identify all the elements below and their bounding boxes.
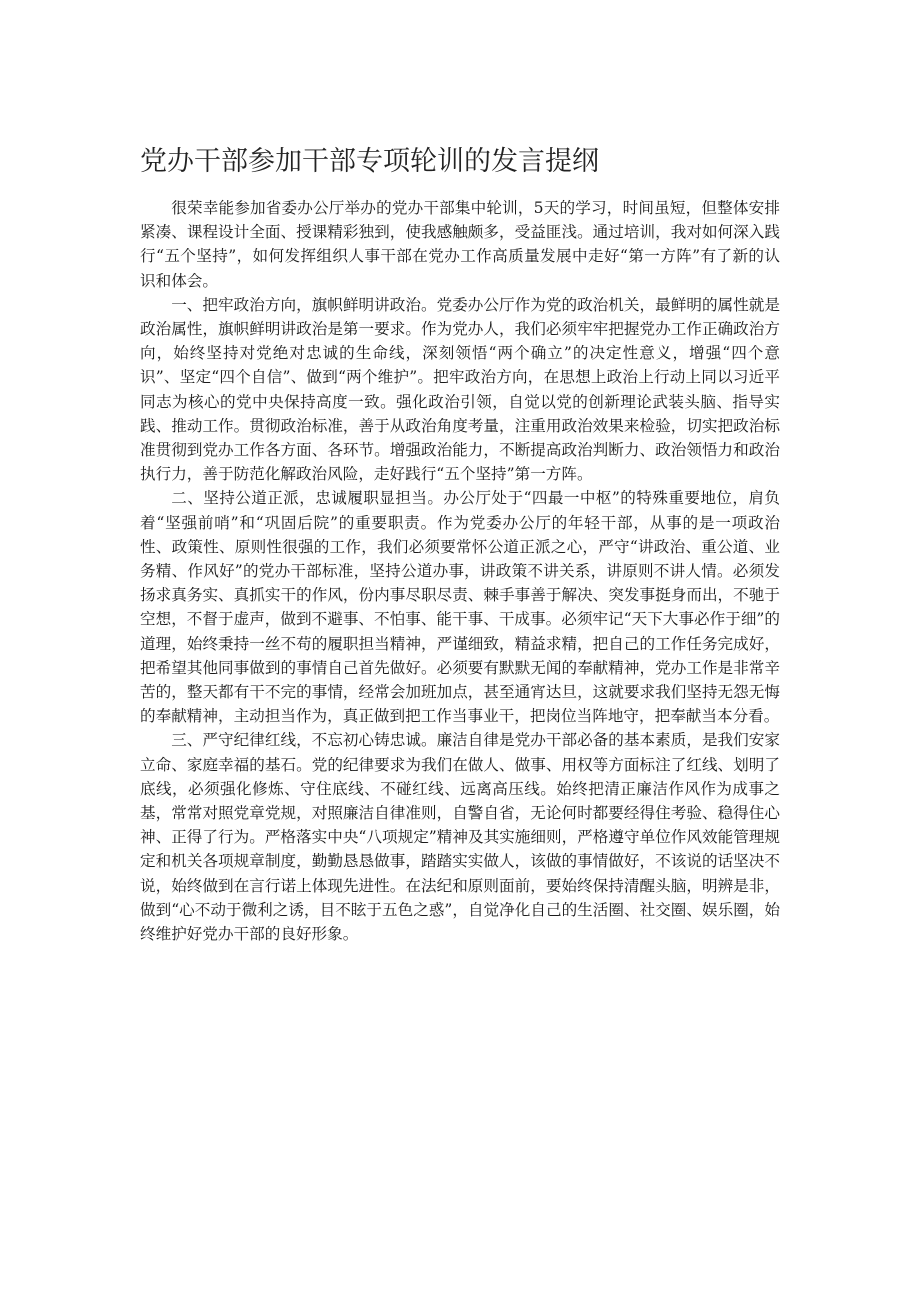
intro-paragraph: 很荣幸能参加省委办公厅举办的党办干部集中轮训，5天的学习，时间虽短，但整体安排紧凑、课程设计全面、授课精彩独到，使我感触颇多，受益匪浅。通过培训，我对如何深入践行“五个坚持”，如何发挥组织人事干部在党办工作高质量发展中走好“第一方阵”有了新的认识和体会。 xyxy=(140,199,780,290)
section-2-paragraph: 二、坚持公道正派，忠诚履职显担当。办公厅处于“四最一中枢”的特殊重要地位，肩负着“坚强前哨”和“巩固后院”的重要职责。作为党委办公厅的年轻干部，从事的是一项政治性、政策性、原则性很强的工作，我们必须要常怀公道正派之心，严守“讲政治、重公道、业务精、作风好”的党办干部标准，坚持公道办事，讲政策不讲关系，讲原则不讲人情。必须发扬求真务实、真抓实干的作风，份内事尽职尽责、棘手事善于解决、突发事挺身而出，不驰于空想，不督于虚声，做到不避事、不怕事、能干事、干成事。必须牢记“天下大事必作于细”的道理，始终秉持一丝不苟的履职担当精神，严谨细致，精益求精，把自己的工作任务完成好，把希望其他同事做到的事情自己首先做好。必须要有默默无闻的奉献精神，党办工作是非常辛苦的，整天都有干不完的事情，经常会加班加点，甚至通宵达旦，这就要求我们坚持无怨无悔的奉献精神，主动担当作为，真正做到把工作当事业干，把岗位当阵地守，把奉献当本分看。 xyxy=(140,489,780,726)
document-body xyxy=(140,196,780,946)
section-1-paragraph: 一、把牢政治方向，旗帜鲜明讲政治。党委办公厅作为党的政治机关，最鲜明的属性就是政治属性，旗帜鲜明讲政治是第一要求。作为党办人，我们必须牢牢把握党办工作正确政治方向，始终坚持对党绝对忠诚的生命线，深刻领悟“两个确立”的决定性意义，增强“四个意识”、坚定“四个自信”、做到“两个维护”。把牢政治方向，在思想上政治上行动上同以习近平同志为核心的党中央保持高度一致。强化政治引领，自觉以党的创新理论武装头脑、指导实践、推动工作。贯彻政治标准，善于从政治角度考量，注重用政治效果来检验，切实把政治标准贯彻到党办工作各方面、各环节。增强政治能力，不断提高政治判断力、政治领悟力和政治执行力，善于防范化解政治风险，走好践行“五个坚持”第一方阵。 xyxy=(140,295,780,484)
document-title: 党办干部参加干部专项轮训的发言提纲 xyxy=(140,146,599,177)
section-3-paragraph: 三、严守纪律红线，不忘初心铸忠诚。廉洁自律是党办干部必备的基本素质，是我们安家立命、家庭幸福的基石。党的纪律要求为我们在做人、做事、用权等方面标注了红线、划明了底线，必须强化修炼、守住底线、不碰红线、远离高压线。始终把清正廉洁作风作为成事之基，常常对照党章党规，对照廉洁自律准则，自警自省，无论何时都要经得住考验、稳得住心神、正得了行为。严格落实中央“八项规定”精神及其实施细则，严格遵守单位作风效能管理规定和机关各项规章制度，勤勤恳恳做事，踏踏实实做人，该做的事情做好，不该说的话坚决不说，始终做到在言行诺上体现先进性。在法纪和原则面前，要始终保持清醒头脑，明辨是非，做到“心不动于微利之诱，目不眩于五色之惑”，自觉净化自己的生活圈、社交圈、娱乐圈，始终维护好党办干部的良好形象。 xyxy=(140,731,780,944)
